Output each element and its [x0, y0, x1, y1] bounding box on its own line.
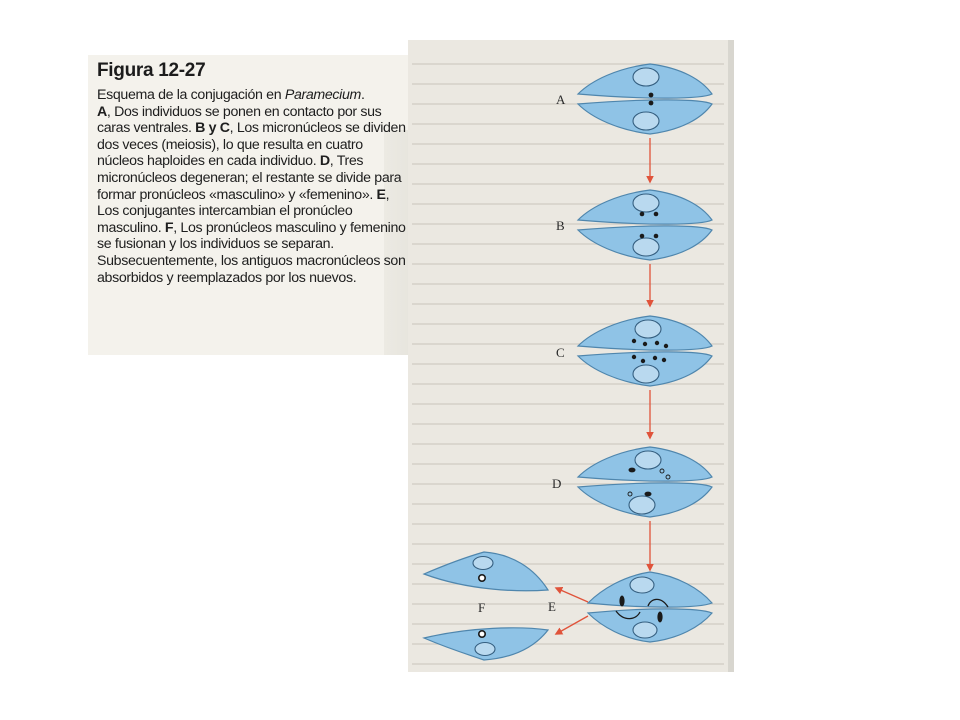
micronucleus	[632, 339, 636, 343]
micronucleus	[640, 234, 645, 239]
micronucleus	[654, 212, 659, 217]
caption-intro-end: .	[360, 87, 365, 103]
macronucleus	[633, 194, 659, 212]
figure-title: Figura 12-27	[97, 60, 206, 81]
micronucleus	[653, 356, 657, 360]
panel-label-a: A	[556, 92, 566, 107]
micronucleus	[640, 212, 645, 217]
panel-label-f: F	[478, 600, 486, 615]
caption-text-e: , Los conjugantes intercambian el pronúcleo masculino.	[97, 186, 390, 236]
caption-label-e: E	[376, 186, 386, 203]
macronucleus	[630, 577, 654, 593]
caption-text-d: , Tres micronúcleos degeneran; el restante se divide para formar pronúcleos «masculino» y «femenino».	[97, 153, 402, 203]
micronucleus	[641, 359, 645, 363]
pronucleus	[619, 596, 624, 607]
caption-text-bc: , Los micronúcleos se dividen dos veces (meiosis), lo que resulta en cuatro núcleos haploides en cada individuo.	[97, 120, 406, 170]
micronucleus	[655, 341, 659, 345]
macronucleus	[475, 643, 495, 656]
macronucleus	[473, 557, 493, 570]
caption-label-a: A	[97, 103, 107, 120]
panel-d	[552, 447, 712, 517]
micronucleus	[654, 234, 659, 239]
panel-a	[556, 64, 712, 134]
macronucleus	[633, 238, 659, 256]
caption-intro: Esquema de la conjugación en	[97, 87, 285, 103]
macronucleus	[633, 622, 657, 638]
micronucleus	[649, 101, 654, 106]
panel-c	[556, 316, 712, 386]
pronucleus	[657, 612, 662, 623]
macronucleus	[633, 365, 659, 383]
panel-e	[548, 572, 712, 642]
panel-b	[556, 190, 712, 260]
macronucleus	[633, 112, 659, 130]
pronucleus	[629, 468, 636, 473]
caption-label-d: D	[319, 153, 330, 170]
synkaryon	[479, 575, 485, 581]
macronucleus	[635, 451, 661, 469]
micronucleus	[664, 344, 668, 348]
caption-organism: Paramecium	[284, 87, 361, 103]
panel-label-d: D	[552, 476, 562, 491]
micronucleus	[632, 355, 636, 359]
arrow-e-f-top	[556, 588, 588, 602]
macronucleus	[633, 68, 659, 86]
panel-label-b: B	[556, 218, 565, 233]
micronucleus	[662, 358, 666, 362]
panel-label-c: C	[556, 345, 565, 360]
micronucleus	[643, 342, 647, 346]
macronucleus	[635, 320, 661, 338]
caption-text-f: , Los pronúcleos masculino y femenino se fusionan y los individuos se separan. Subsecuentemente, los antiguos macronúcleos son absorbidos y reemplazados por los nuevos.	[97, 219, 406, 286]
panel-f	[424, 552, 548, 660]
caption-label-bc: B y C	[195, 120, 230, 137]
pronucleus	[645, 492, 652, 497]
macronucleus	[629, 496, 655, 514]
panel-label-e: E	[548, 599, 556, 614]
caption-label-f: F	[164, 219, 174, 236]
synkaryon	[479, 631, 485, 637]
caption-text-a: , Dos individuos se ponen en contacto por sus caras ventrales.	[97, 103, 382, 137]
micronucleus	[649, 93, 654, 98]
arrow-e-f-bottom	[556, 616, 588, 634]
